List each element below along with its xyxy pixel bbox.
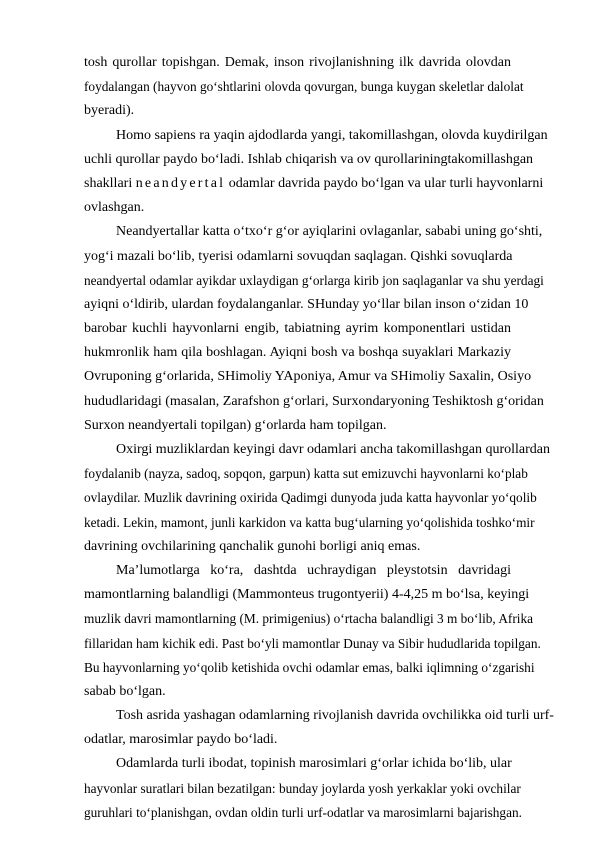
spaced-term: neandyertal [135,175,226,191]
text-line: hukmronlik ham qila boshlagan. Ayiqni bosh va boshqa suyaklari Markaziy [84,345,511,361]
text-line: muzlik davri mamontlarning (M. primigenius) o‘rtacha balandligi 3 m bo‘lib, Afrika [84,611,534,627]
text-line: Tosh asrida yashagan odamlarning rivojlanish davrida ovchilikka oid turli urf- [116,708,554,724]
text-segment: shakllari [84,175,136,191]
text-line: Ma’lumotlarga ko‘ra, dashtda uchraydigan pleystotsin davridagi [116,562,511,578]
text-line: Homo sapiens ra yaqin ajdodlarda yangi, takomillashgan, olovda kuydirilgan [116,127,548,143]
text-line: tosh qurollar topishgan. Demak, inson rivojlanishning ilk davrida olovdan [84,55,511,70]
text-segment: odamlar davrida paydo bo‘lgan va ular turli hayvonlarni [225,175,544,191]
text-line: odatlar, marosimlar paydo bo‘ladi. [84,732,278,748]
text-line: yog‘i mazali bo‘lib, tyerisi odamlarni sovuqdan saqlagan. Qishki sovuqlarda [84,248,513,264]
text-line: ayiqni o‘ldirib, ulardan foydalanganlar. SHunday yo‘llar bilan inson o‘zidan 10 [84,296,529,312]
text-line: hayvonlar suratlari bilan bezatilgan: bunday joylarda yosh yerkaklar yoki ovchilar [84,780,521,796]
text-line: Oxirgi muzliklardan keyingi davr odamlari ancha takomillashgan qurollardan [116,442,550,457]
document-page [84,51,554,825]
text-line: Neandyertallar katta o‘txo‘r g‘or ayiqlarini ovlaganlar, sababi uning go‘shti, [116,224,543,240]
text-line: Surxon neandyertali topilgan) g‘orlarda ham topilgan. [84,417,387,433]
text-line: hududlaridagi (masalan, Zarafshon g‘orlari, Surxondaryoning Teshiktosh g‘oridan [84,393,544,409]
text-line: Ovruponing g‘orlarida, SHimoliy YAponiya, Amur va SHimoliy Saxalin, Osiyo [84,369,532,385]
text-line: Bu hayvonlarning yo‘qolib ketishida ovchi odamlar emas, balki iqlimning o‘zgarishi [84,659,535,675]
text-line: Odamlarda turli ibodat, topinish marosimlari g‘orlar ichida bo‘lib, ular [116,756,512,772]
text-line: ketadi. Lekin, mamont, junli karkidon va katta bug‘ularning yo‘qolishida toshko‘mir [84,514,535,530]
text-line: ovlaydilar. Muzlik davrining oxirida Qadimgi dunyoda juda katta hayvonlar yo‘qolib [84,490,537,506]
text-line: sabab bo‘lgan. [84,683,166,699]
text-line: barobar kuchli hayvonlarni engib, tabiatning ayrim komponentlari ustidan [84,321,511,337]
text-line: byeradi). [84,103,135,119]
text-line: guruhlari to‘planishgan, ovdan oldin turli urf-odatlar va marosimlarni bajarishgan. [84,804,522,820]
text-line: ovlashgan. [84,200,145,216]
text-line: uchli qurollar paydo bo‘ladi. Ishlab chiqarish va ov qurollariningtakomillashgan [84,151,534,167]
text-line: fillaridan ham kichik edi. Past bo‘yli mamontlar Dunay va Sibir hududlarida topilgan. [84,635,541,651]
text-line: mamontlarning balandligi (Mammonteus trugontyerii) 4-4,25 m bo‘lsa, keyingi [84,587,530,603]
text-line [84,172,544,196]
text-line: neandyertal odamlar ayikdar uxlaydigan g‘orlarga kirib jon saqlaganlar va shu yerdagi [84,272,544,288]
text-line: davrining ovchilarining qanchalik gunohi borligi aniq emas. [84,538,421,554]
text-line: foydalanib (nayza, sadoq, sopqon, garpun) katta sut emizuvchi hayvonlarni ko‘plab [84,466,528,482]
text-line: foydalangan (hayvon go‘shtlarini olovda qovurgan, bunga kuygan skeletlar dalolat [84,79,524,95]
